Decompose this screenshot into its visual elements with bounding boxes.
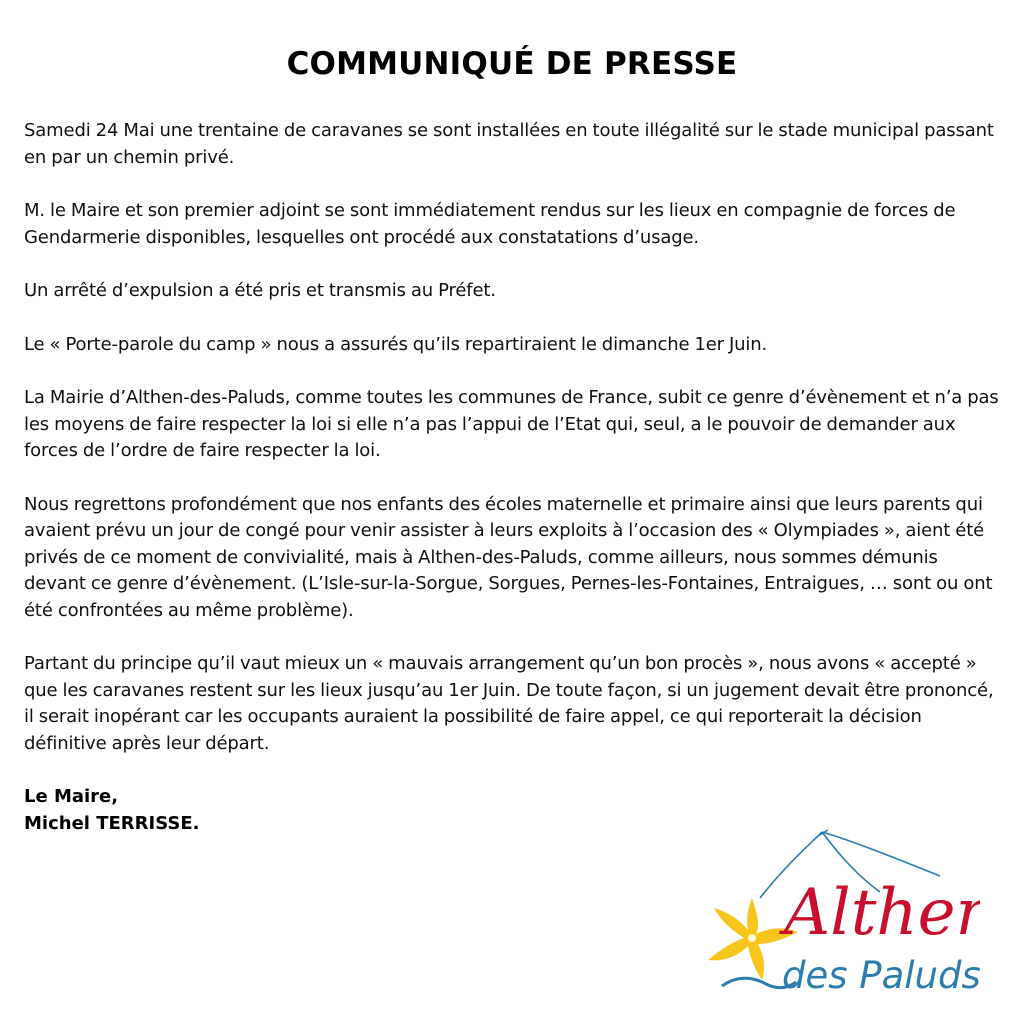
paragraph-3: Un arrêté d’expulsion a été pris et transmis au Préfet. [24,280,496,301]
paragraph-7: Partant du principe qu’il vaut mieux un « mauvais arrangement qu’un bon procès », nous avons « accepté » que les caravanes restent sur les lieux jusqu’au 1er Juin. De toute façon, si un jugement devait être prononcé, il serait inopérant car les occupants auraient la possibilité de faire appel, ce qui reporterait la décision définitive après leur départ. [24,653,994,754]
paragraph-2: M. le Maire et son premier adjoint se sont immédiatement rendus sur les lieux en compagnie de forces de Gendarmerie disponibles, lesquelles ont procédé aux constatations d’usage. [24,200,956,248]
paragraph-1: Samedi 24 Mai une trentaine de caravanes se sont installées en toute illégalité sur le stade municipal passant en par un chemin privé. [24,120,994,168]
althen-des-paluds-logo [700,826,980,1006]
paragraph-6: Nous regrettons profondément que nos enfants des écoles maternelle et primaire ainsi que leurs parents qui avaient prévu un jour de congé pour venir assister à leurs exploits à l’occasion des « Olympiades », aient été privés de ce moment de convivialité, mais à Althen-des-Paluds, comme ailleurs, nous sommes démunis devant ce genre d’évènement. (L’Isle-sur-la-Sorgue, Sorgues, Pernes-les-Fontaines, Entraigues, … sont ou ont été confrontées au même problème). [24,493,993,621]
page-title: COMMUNIQUÉ DE PRESSE [286,46,738,82]
press-release-body [24,118,1000,837]
logo-name-sub: des Paluds [782,954,980,997]
signature-name: Michel TERRISSE. [24,812,200,834]
signature-title: Le Maire, [24,786,119,807]
paragraph-5: La Mairie d’Althen-des-Paluds, comme toutes les communes de France, subit ce genre d’évènement et n’a pas les moyens de faire respecter la loi si elle n’a pas l’appui de l’Etat qui, seul, a le pouvoir de demander aux forces de l’ordre de faire respecter la loi. [24,387,999,461]
logo-name-main: Althen [784,876,980,950]
paragraph-4: Le « Porte-parole du camp » nous a assurés qu’ils repartiraient le dimanche 1er Juin. [24,333,768,355]
